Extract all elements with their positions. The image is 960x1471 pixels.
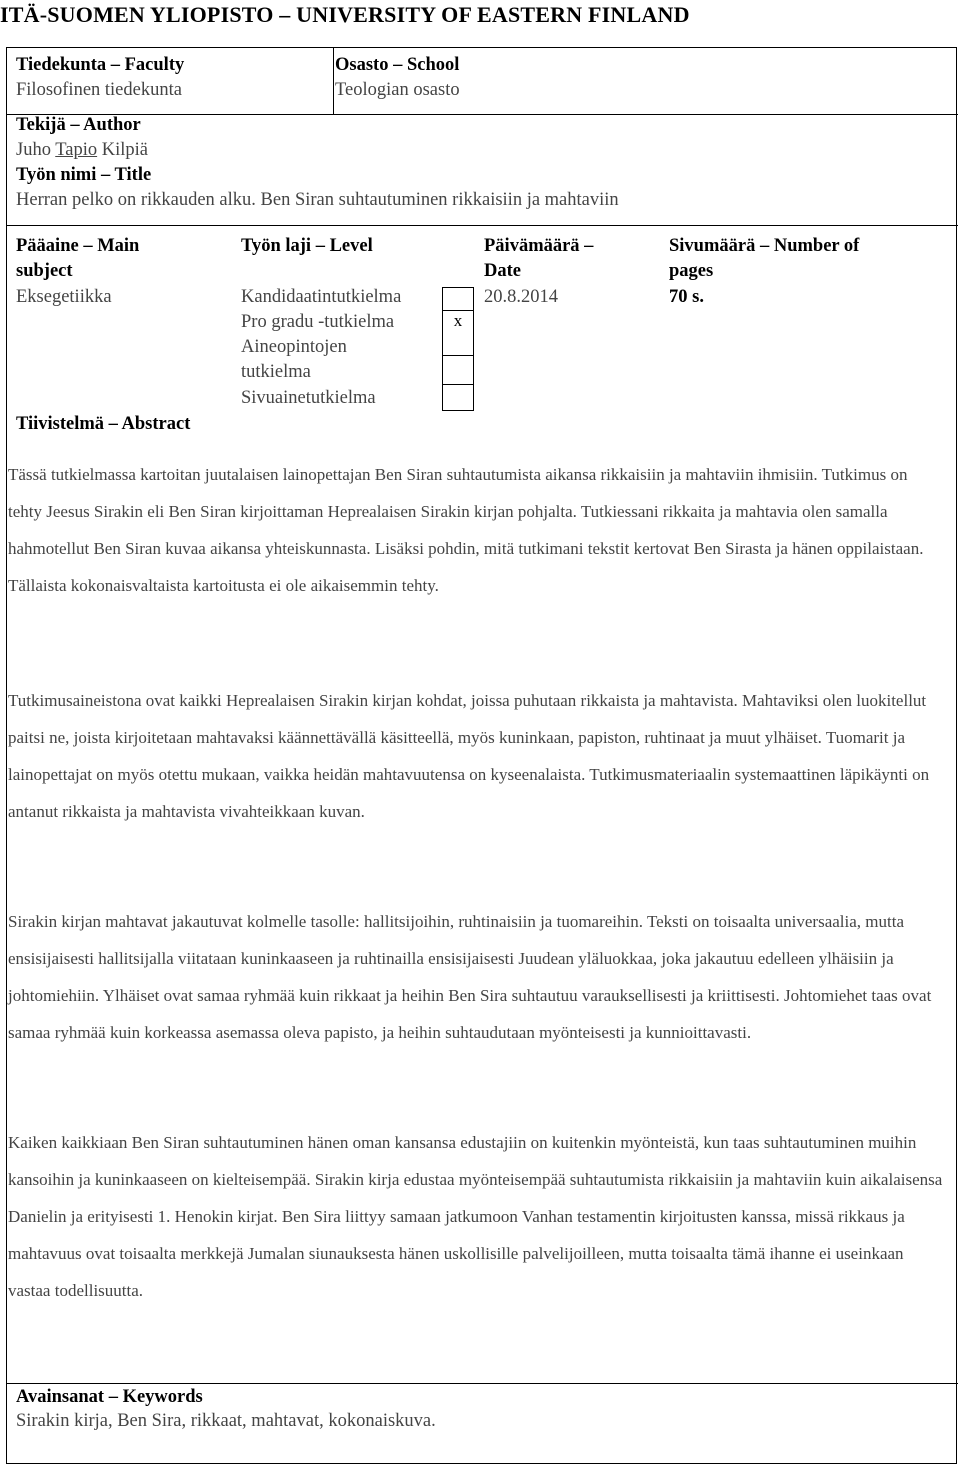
- keywords-label: Avainsanat – Keywords: [16, 1387, 203, 1407]
- author-label: Tekijä – Author: [16, 115, 141, 135]
- subject-label-line1: Pääaine – Main: [16, 236, 140, 256]
- title-rule: [7, 225, 958, 226]
- header-rule: [7, 114, 958, 115]
- date-label-line1: Päivämäärä –: [484, 236, 594, 256]
- level-option-aineopintojen-line2: tutkielma: [241, 362, 311, 382]
- date-label-line2: Date: [484, 261, 521, 281]
- abstract-paragraph-text: Tutkimusaineistona ovat kaikki Heprealaisen Sirakin kirjan kohdat, joissa puhutaan rikkaista ja mahtavista. Mahtaviksi olen luokitellut paitsi ne, joista kirjoitetaan mahtavaksi käännettävällä käsitteellä, myös kuninkaan, papiston, ruhtinaat ja muut ylhäiset. Tuomarit ja lainopettajat on myös otettu mukaan, vaikka heidän mahtavuutensa on kyseenalaista. Tutkimusmateriaalin systemaattinen läpikäynti on antanut rikkaista ja mahtavista vivahteikkaan kuvan.: [8, 691, 930, 821]
- level-checkbox-aineopintojen[interactable]: [442, 355, 474, 385]
- author-middle-name: Tapio: [55, 140, 98, 160]
- keywords-value: Sirakin kirja, Ben Sira, rikkaat, mahtavat, kokonaiskuva.: [16, 1411, 436, 1431]
- school-label: Osasto – School: [335, 55, 460, 75]
- date-value: 20.8.2014: [484, 287, 558, 307]
- faculty-value: Filosofinen tiedekunta: [16, 80, 182, 100]
- university-heading: ITÄ-SUOMEN YLIOPISTO – UNIVERSITY OF EASTERN FINLAND: [0, 2, 690, 27]
- level-option-aineopintojen-line1: Aineopintojen: [241, 337, 347, 357]
- abstract-paragraph-text: Kaiken kaikkiaan Ben Siran suhtautuminen hänen oman kansansa edustajiin on kuitenkin myönteistä, kun taas suhtautuminen muihin kansoihin ja kuninkaaseen on kielteisempää. Sirakin kirja edustaa myönteisempää suhtautumista rikkaisiin ja mahtaviin kuin aikalaisensa Danielin ja erityisesti 1. Henokin kirjat. Ben Sira liittyy samaan jatkumoon Vanhan testamentin kirjoitusten kanssa, missä rikkaus ja mahtavuus ovat toisaalta merkkejä Jumalan siunauksesta hänen uskollisille palvelijoilleen, mutta toisaalta tämä ihanne ei useinkaan vastaa todellisuutta.: [8, 1133, 943, 1300]
- abstract-paragraph: [8, 456, 943, 604]
- subject-label-line2: subject: [16, 261, 73, 281]
- school-value: Teologian osasto: [335, 80, 460, 100]
- faculty-label: Tiedekunta – Faculty: [16, 55, 185, 75]
- abstract-paragraph: [8, 1124, 943, 1309]
- level-option-kandidaatti: Kandidaatintutkielma: [241, 287, 402, 307]
- subject-value: Eksegetiikka: [16, 287, 112, 307]
- pages-label-line1: Sivumäärä – Number of: [669, 236, 860, 256]
- author-value: [16, 138, 148, 163]
- pages-label-line2: pages: [669, 261, 714, 281]
- title-label: Työn nimi – Title: [16, 165, 152, 185]
- author-first-name: Juho: [16, 140, 56, 160]
- title-value: Herran pelko on rikkauden alku. Ben Siran suhtautuminen rikkaisiin ja mahtaviin: [16, 190, 619, 210]
- keywords-rule: [7, 1383, 958, 1384]
- level-checkbox-pro-gradu[interactable]: x: [442, 310, 474, 356]
- school-divider: [333, 48, 334, 114]
- abstract-paragraph: [8, 682, 943, 830]
- abstract-paragraph: [8, 903, 943, 1051]
- level-option-sivuaine: Sivuainetutkielma: [241, 388, 376, 408]
- author-last-name: Kilpiä: [97, 140, 148, 160]
- level-label: Työn laji – Level: [241, 236, 373, 256]
- level-checkbox-kandidaatti[interactable]: [442, 287, 474, 311]
- abstract-paragraph-text: Sirakin kirjan mahtavat jakautuvat kolmelle tasolle: hallitsijoihin, ruhtinaisiin ja tuomareihin. Teksti on toisaalta universaalia, mutta ensisijaisesti hallitsijalla viitataan kuninkaaseen ja ruhtinailla ensisijaisesti Juudean yläluokkaa, joka jakautuu edelleen ylhäisiin ja johtomiehiin. Ylhäiset ovat samaa ryhmää kuin rikkaat ja heihin Ben Sira suhtautuu varauksellisesti ja kriittisesti. Johtomiehet taas ovat samaa ryhmää kuin korkeassa asemassa oleva papisto, ja heihin suhtaudutaan myönteisesti ja kunnioittavasti.: [8, 912, 932, 1042]
- level-option-pro-gradu: Pro gradu -tutkielma: [241, 312, 395, 332]
- abstract-label: Tiivistelmä – Abstract: [16, 414, 191, 434]
- pages-value: 70 s.: [669, 287, 704, 307]
- abstract-paragraph-text: Tässä tutkielmassa kartoitan juutalaisen lainopettajan Ben Siran suhtautumista aikansa rikkaisiin ja mahtaviin ihmisiin. Tutkimus on tehty Jeesus Sirakin eli Ben Siran kirjoittaman Heprealaisen Sirakin kirjan pohjalta. Tutkiessani rikkaita ja mahtavia olen samalla hahmotellut Ben Siran kuvaa aikansa yhteiskunnasta. Lisäksi pohdin, mitä tutkimani tekstit kertovat Ben Sirasta ja hänen oppilaistaan. Tällaista kokonaisvaltaista kartoitusta ei ole aikaisemmin tehty.: [8, 465, 924, 595]
- level-checkbox-sivuaine[interactable]: [442, 384, 474, 411]
